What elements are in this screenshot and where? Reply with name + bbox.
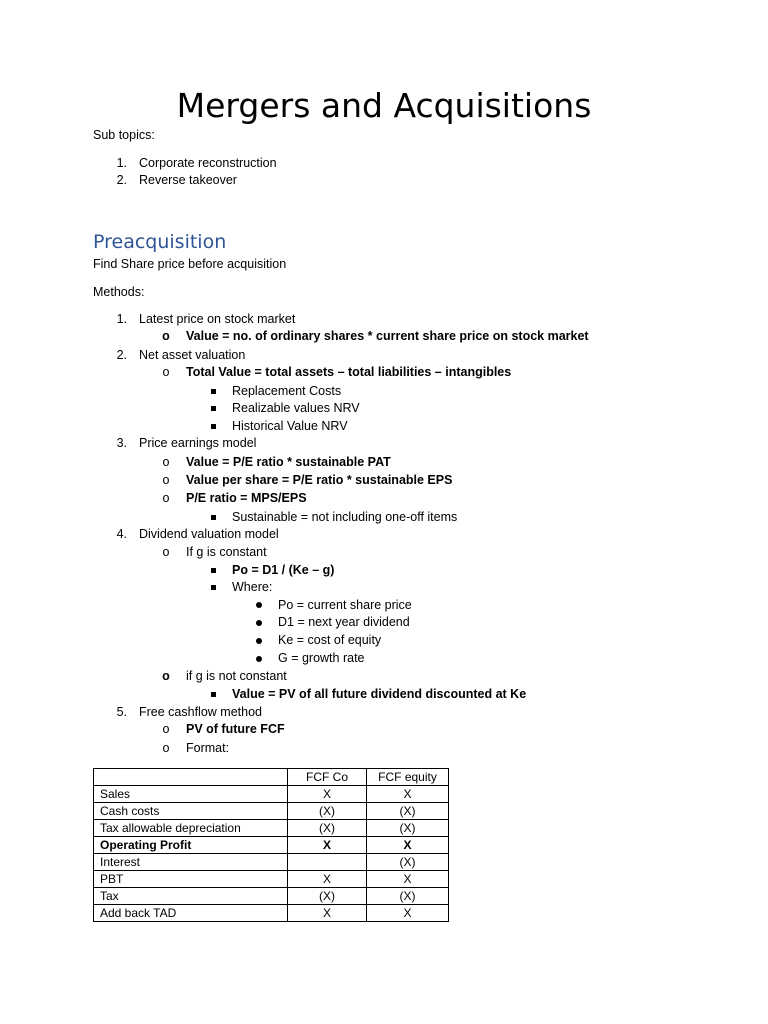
circle-bullet: o <box>162 365 170 379</box>
methods-label: Methods: <box>93 285 145 299</box>
sub-topics-label: Sub topics: <box>93 128 155 142</box>
table-cell: X <box>367 837 449 854</box>
table-row <box>94 854 449 871</box>
table-row <box>94 905 449 922</box>
table-row <box>94 871 449 888</box>
table-header-cell <box>94 769 288 786</box>
circle-bullet: o <box>162 669 170 683</box>
table-row <box>94 820 449 837</box>
list-number: 1. <box>116 312 127 326</box>
table-row <box>94 803 449 820</box>
table-cell: Tax allowable depreciation <box>94 820 288 837</box>
list-number: 1. <box>116 156 127 170</box>
list-number: 2. <box>116 173 127 187</box>
round-bullet <box>256 638 262 644</box>
square-bullet <box>211 406 216 411</box>
round-bullet <box>256 656 262 662</box>
method-4-label: Dividend valuation model <box>139 527 279 541</box>
square-bullet <box>211 692 216 697</box>
square-bullet <box>211 515 216 520</box>
method-2-item: Historical Value NRV <box>232 419 348 433</box>
circle-bullet: o <box>162 722 170 736</box>
table-header-cell: FCF equity <box>367 769 449 786</box>
table-cell: (X) <box>367 820 449 837</box>
round-bullet <box>256 620 262 626</box>
table-cell: Cash costs <box>94 803 288 820</box>
circle-bullet: o <box>162 473 170 487</box>
method-2-formula: Total Value = total assets – total liabilities – intangibles <box>186 365 512 379</box>
method-2-item: Realizable values NRV <box>232 401 360 415</box>
table-cell: X <box>288 871 367 888</box>
method-4-def: D1 = next year dividend <box>278 615 410 629</box>
table-row <box>94 786 449 803</box>
table-cell: Add back TAD <box>94 905 288 922</box>
method-4-formula2: Value = PV of all future dividend discounted at Ke <box>232 687 527 701</box>
method-1-label: Latest price on stock market <box>139 312 296 326</box>
table-cell: X <box>288 786 367 803</box>
table-cell: Interest <box>94 854 288 871</box>
circle-bullet: o <box>162 741 170 755</box>
table-cell: Tax <box>94 888 288 905</box>
table-cell: Operating Profit <box>94 837 288 854</box>
section-heading: Preacquisition <box>93 231 227 253</box>
sub-topic-item: Reverse takeover <box>139 173 237 187</box>
method-4-case2: if g is not constant <box>186 669 287 683</box>
round-bullet <box>256 602 262 608</box>
table-row <box>94 888 449 905</box>
table-cell: X <box>288 837 367 854</box>
method-5-point: PV of future FCF <box>186 722 285 736</box>
method-4-def: Po = current share price <box>278 598 412 612</box>
method-3-formula: Value = P/E ratio * sustainable PAT <box>186 455 391 469</box>
table-cell: X <box>288 905 367 922</box>
table-cell: Sales <box>94 786 288 803</box>
list-number: 4. <box>116 527 127 541</box>
square-bullet <box>211 568 216 573</box>
table-cell: PBT <box>94 871 288 888</box>
intro-text: Find Share price before acquisition <box>93 257 287 271</box>
circle-bullet: o <box>162 455 170 469</box>
method-3-note: Sustainable = not including one-off items <box>232 510 458 524</box>
table-cell: (X) <box>288 803 367 820</box>
circle-bullet: o <box>162 491 170 505</box>
page-title: Mergers and Acquisitions <box>176 86 592 125</box>
table-cell: X <box>367 871 449 888</box>
method-2-label: Net asset valuation <box>139 348 246 362</box>
sub-topic-item: Corporate reconstruction <box>139 156 277 170</box>
method-4-formula: Po = D1 / (Ke – g) <box>232 563 335 577</box>
method-4-case1: If g is constant <box>186 545 267 559</box>
method-1-formula: Value = no. of ordinary shares * current share price on stock market <box>186 329 589 343</box>
circle-bullet: o <box>162 545 170 559</box>
list-number: 2. <box>116 348 127 362</box>
list-number: 5. <box>116 705 127 719</box>
method-4-def: G = growth rate <box>278 651 365 665</box>
table-cell: (X) <box>367 888 449 905</box>
table-cell <box>288 854 367 871</box>
table-row <box>94 837 449 854</box>
method-2-item: Replacement Costs <box>232 384 342 398</box>
list-number: 3. <box>116 436 127 450</box>
table-cell: (X) <box>367 854 449 871</box>
method-3-formula: P/E ratio = MPS/EPS <box>186 491 307 505</box>
method-4-def: Ke = cost of equity <box>278 633 382 647</box>
circle-bullet: o <box>162 329 170 343</box>
table-cell: X <box>367 786 449 803</box>
method-5-label: Free cashflow method <box>139 705 262 719</box>
fcf-format-table <box>93 768 449 922</box>
table-cell: X <box>367 905 449 922</box>
table-cell: (X) <box>288 820 367 837</box>
square-bullet <box>211 585 216 590</box>
table-header-row <box>94 769 449 786</box>
table-cell: (X) <box>367 803 449 820</box>
method-4-where: Where: <box>232 580 273 594</box>
method-3-formula: Value per share = P/E ratio * sustainable EPS <box>186 473 453 487</box>
method-5-point: Format: <box>186 741 230 755</box>
square-bullet <box>211 389 216 394</box>
table-cell: (X) <box>288 888 367 905</box>
table-header-cell: FCF Co <box>288 769 367 786</box>
square-bullet <box>211 424 216 429</box>
method-3-label: Price earnings model <box>139 436 257 450</box>
